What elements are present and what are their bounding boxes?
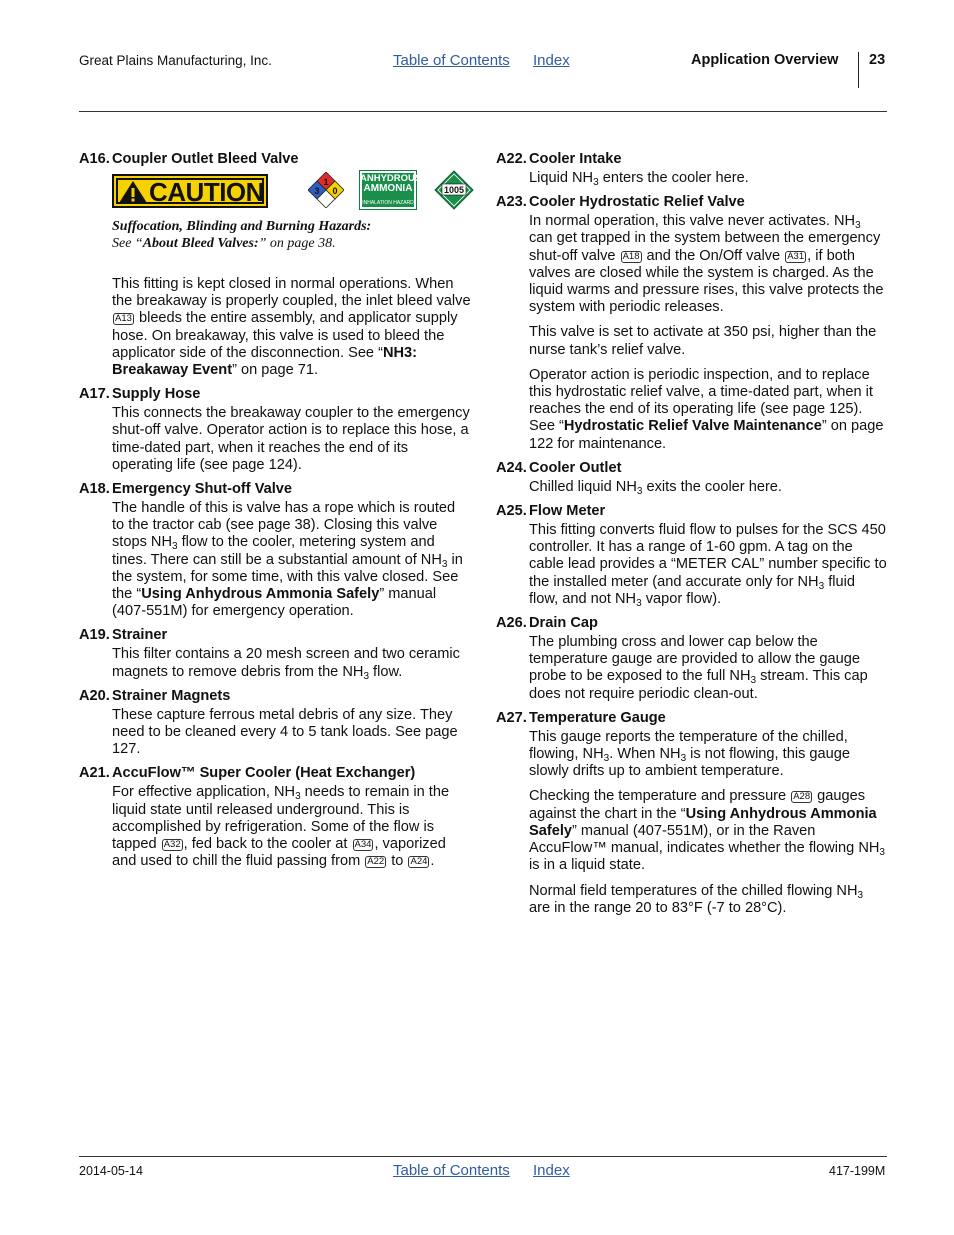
item-heading <box>79 687 471 705</box>
item-title: Flow Meter <box>529 503 606 520</box>
page-number: 23 <box>869 52 886 68</box>
callout-tag: A31 <box>787 250 805 262</box>
company-name: Great Plains Manufacturing, Inc. <box>79 53 272 68</box>
item-title: Emergency Shut-off Valve <box>112 481 293 498</box>
item-heading <box>79 764 471 782</box>
item-body: Normal field temperatures of the chilled flowing $NH_3$ are in the range 20 to 83°F (-7 to 28°C). <box>529 882 864 916</box>
safety-decals <box>112 170 471 218</box>
hazard-page: ” on page 38. <box>258 236 336 251</box>
item-heading <box>496 614 888 632</box>
nfpa-flammability: 1 <box>323 177 329 187</box>
item-title: Temperature Gauge <box>529 709 666 726</box>
item-heading <box>496 459 888 477</box>
warning-triangle-icon <box>118 180 148 204</box>
un-number: 1005 <box>443 185 465 195</box>
item-title: Coupler Outlet Bleed Valve <box>112 151 299 167</box>
item-body: This fitting is kept closed in normal operations. When the breakaway is properly coupled, the inlet bleed valve A13 bleeds the entire assembly, and applicator supply hose. On breakaway, this valve is used to bleed the applicator side of the disconnection. See “NH3: Breakaway Event” on page 71. <box>112 276 471 379</box>
item-a23 <box>496 193 888 453</box>
item-body: The plumbing cross and lower cap below the temperature gauge are provided to allow the gauge probe to be exposed to the full $NH_3$ stream. This cap does not require periodic clean-out. <box>529 634 868 702</box>
footer-rule <box>79 1156 887 1157</box>
item-body: This fitting converts fluid flow to pulses for the SCS 450 controller. It has a range of 1-60 gpm. A tag on the cable lead provides a “METER CAL” number specific to the installed meter (and accurate only for $NH_3$ fluid flow, and not $NH_3$ vapor flow). <box>529 522 887 609</box>
item-title: Supply Hose <box>112 386 201 403</box>
item-number: A17. <box>79 386 110 403</box>
item-number: A26. <box>496 615 527 632</box>
callout-tag: A28 <box>793 791 811 803</box>
item-title: Drain Cap <box>529 615 598 632</box>
callout-tag: A32 <box>163 839 181 851</box>
item-body: Liquid $NH_3$ enters the cooler here. <box>529 170 749 188</box>
item-heading <box>496 150 888 168</box>
item-title: Cooler Outlet <box>529 459 622 476</box>
callout-tag: A22 <box>367 856 385 868</box>
item-heading <box>79 385 471 403</box>
item-a27 <box>496 709 888 917</box>
item-number: A25. <box>496 503 527 520</box>
item-body: Chilled liquid $NH_3$ exits the cooler here. <box>529 478 782 497</box>
item-a17 <box>79 385 471 474</box>
item-number: A27. <box>496 709 527 726</box>
item-a20 <box>79 687 471 759</box>
footer-toc-link[interactable]: Table of Contents <box>393 1162 510 1179</box>
item-number: A18. <box>79 481 110 498</box>
item-title: Cooler Hydrostatic Relief Valve <box>529 194 745 211</box>
item-body: The handle of this is valve has a rope which is routed to the tractor cab (see page 38). Closing this valve stops $NH_3$ flow to the cooler, metering system and tines. There can still be a substantial amount of $NH_3$ in the system, for some time, with this valve closed. See the “Using Anhydrous Ammonia Safely” manual (407-551M) for emergency operation. <box>112 500 463 620</box>
item-heading <box>496 502 888 520</box>
item-heading <box>496 709 888 727</box>
item-body: This valve is set to activate at 350 psi, higher than the nurse tank’s relief valve. <box>529 324 877 358</box>
item-number: A20. <box>79 687 110 704</box>
header-rule <box>79 111 887 112</box>
nfpa-diamond-icon <box>308 172 344 208</box>
hazard-reference: About Bleed Valves: <box>142 236 259 251</box>
caution-sign <box>112 174 268 208</box>
item-body: These capture ferrous metal debris of any size. They need to be cleaned every 4 to 5 tank loads. See page 127. <box>112 706 458 758</box>
item-a22 <box>496 150 888 187</box>
callout-tag: A24 <box>410 856 428 868</box>
item-title: AccuFlow™ Super Cooler (Heat Exchanger) <box>112 765 416 782</box>
item-body: Checking the temperature and pressure A28 gauges against the chart in the “Using Anhydrous Ammonia Safely” manual (407-551M), or in the Raven AccuFlow™ manual, indicates whether the flowing $NH_3$ is in a liquid state. <box>529 788 885 874</box>
callout-tag: A13 <box>115 313 132 325</box>
item-body: In normal operation, this valve never activates. $NH_3$ can get trapped in the system between the emergency shut-off valve A18 and the On/Off valve A31 , if both valves are closed while the system is charged. As the liquid warms and pressure rises, this valve protects the system with periodic releases. <box>529 213 884 316</box>
item-number: A22. <box>496 151 527 167</box>
item-body: Operator action is periodic inspection, and to replace this hydrostatic relief valve, a time-dated part, when it reaches the end of its operating life (see page 125). See “Hydrostatic Relief Valve Maintenance” on page 122 for maintenance. <box>529 366 884 452</box>
caution-word: CAUTION <box>149 177 264 207</box>
item-title: Strainer <box>112 627 168 644</box>
header-index-link[interactable]: Index <box>533 52 570 69</box>
hazard-note <box>112 218 471 252</box>
footer-doc-number: 417-199M <box>829 1164 886 1178</box>
left-column <box>79 150 471 876</box>
item-heading <box>79 150 471 168</box>
item-a21 <box>79 764 471 870</box>
anhydrous-ammonia-label <box>359 170 422 210</box>
item-number: A21. <box>79 765 110 782</box>
un-placard-icon <box>434 170 474 210</box>
item-heading <box>496 193 888 211</box>
item-number: A16. <box>79 151 110 167</box>
callout-tag: A18 <box>622 250 640 262</box>
item-number: A23. <box>496 194 527 211</box>
item-body: For effective application, $NH_3$ needs to remain in the liquid state until released underground. This is accomplished by refrigeration. Some of the flow is tapped A32 , fed back to the cooler at A34 , vaporized and used to chill the fluid passing from A22 to A24 . <box>112 784 450 870</box>
right-column <box>496 150 888 923</box>
callout-tag: A34 <box>354 839 372 851</box>
item-heading <box>79 480 471 498</box>
item-a24 <box>496 459 888 496</box>
item-a26 <box>496 614 888 703</box>
label-line-3: INHALATION HAZARD <box>362 200 414 206</box>
item-body: This filter contains a 20 mesh screen and two ceramic magnets to remove debris from the $NH_3$ flow. <box>112 646 460 682</box>
item-number: A19. <box>79 627 110 644</box>
label-line-2: AMMONIA <box>363 183 413 194</box>
item-title: Cooler Intake <box>529 151 622 167</box>
item-body: This gauge reports the temperature of the chilled, flowing, $NH_3$. When $NH_3$ is not flowing, this gauge slowly drifts up to ambient temperature. <box>529 728 850 780</box>
item-a19 <box>79 626 471 680</box>
item-a16 <box>79 150 471 379</box>
footer-date: 2014-05-14 <box>79 1164 143 1178</box>
nfpa-health: 3 <box>314 186 320 196</box>
item-a18 <box>79 480 471 620</box>
nfpa-reactivity: 0 <box>332 186 338 196</box>
item-title: Strainer Magnets <box>112 687 231 704</box>
label-line-1: ANHYDROUS <box>360 173 422 184</box>
item-number: A24. <box>496 459 527 476</box>
hazard-see: See “ <box>112 236 143 251</box>
section-title: Application Overview <box>691 52 839 68</box>
header-toc-link[interactable]: Table of Contents <box>393 52 510 69</box>
item-heading <box>79 626 471 644</box>
item-body: This connects the breakaway coupler to the emergency shut-off valve. Operator action is to replace this hose, a time-dated part, when it reaches the end of its operating life (see page 124). <box>112 405 470 473</box>
item-a25 <box>496 502 888 608</box>
header-divider <box>858 52 859 88</box>
footer-index-link[interactable]: Index <box>533 1162 570 1179</box>
hazard-title: Suffocation, Blinding and Burning Hazards: <box>112 219 372 234</box>
